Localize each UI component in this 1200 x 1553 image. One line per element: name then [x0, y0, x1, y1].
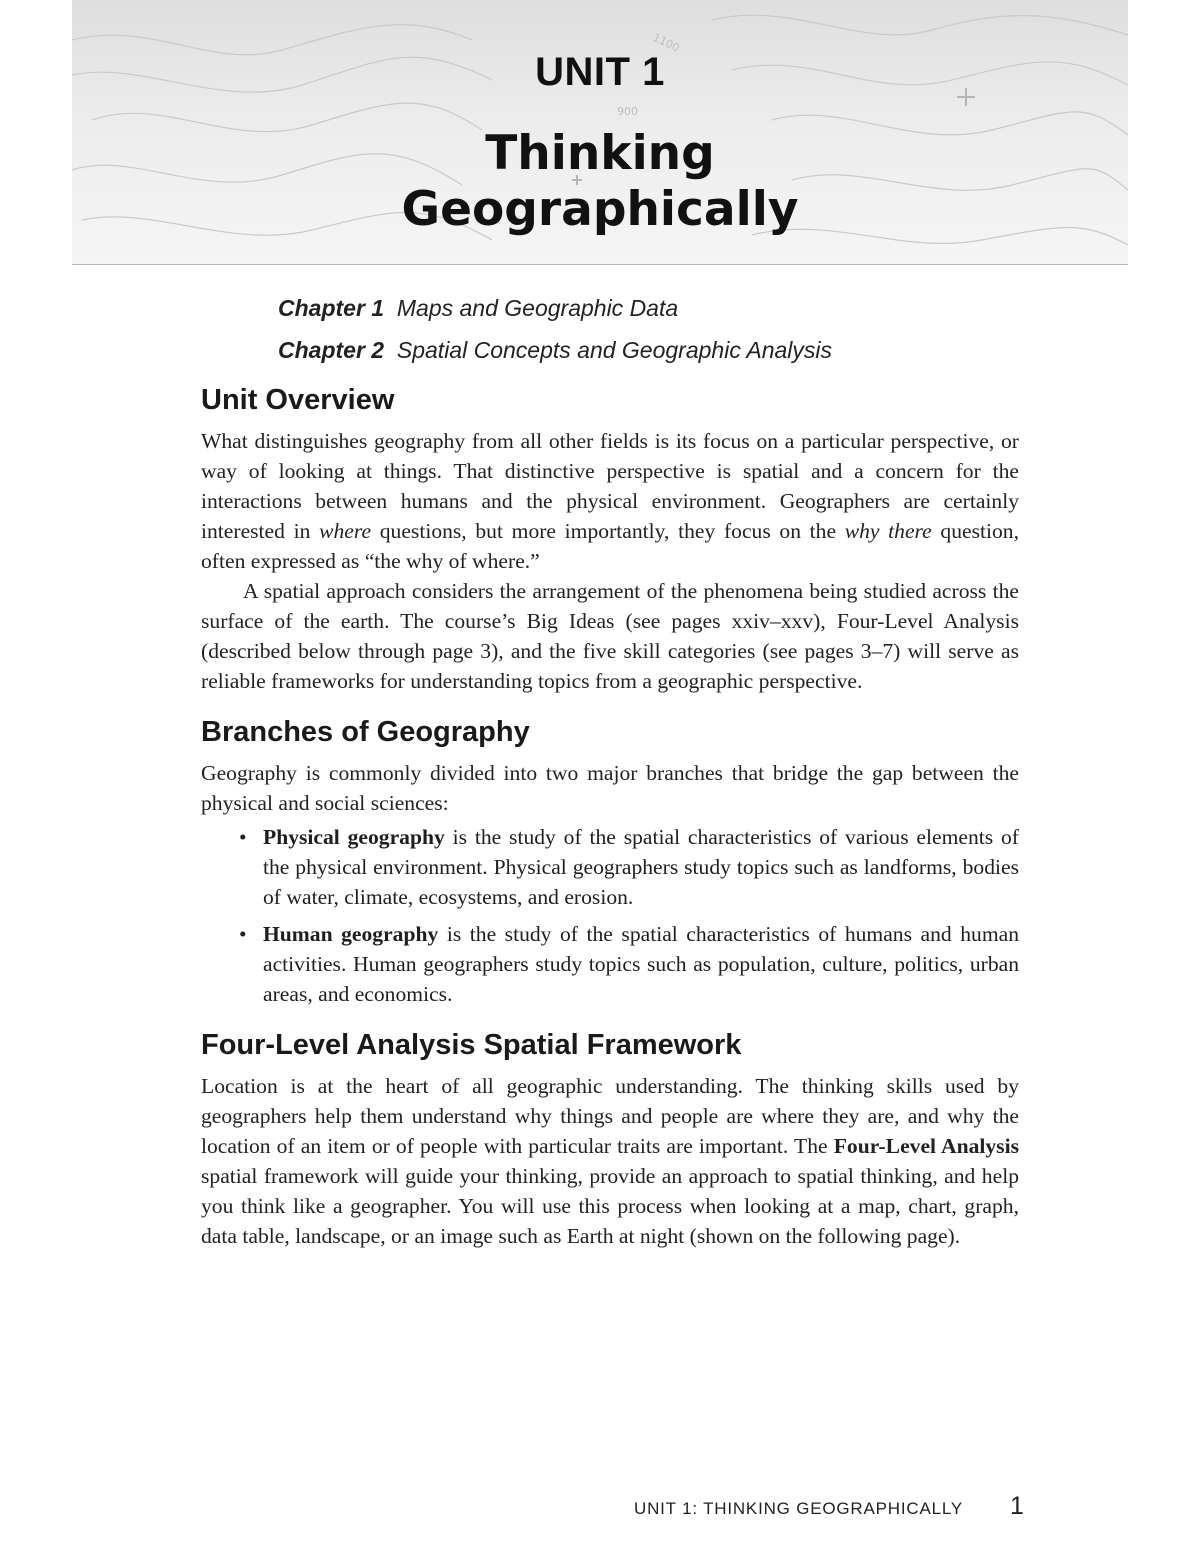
unit-title-line-2: Geographically: [401, 182, 799, 237]
chapter-list: [278, 287, 832, 371]
running-footer-title: UNIT 1: THINKING GEOGRAPHICALLY: [634, 1499, 963, 1518]
unit-title-line-1: Thinking: [485, 126, 715, 181]
main-content: [201, 380, 1019, 1267]
bullet-icon: •: [239, 922, 247, 946]
list-item: • Physical geography is the study of the spatial characteristics of various elements of the physical environment. Physical geographers study topics such as landforms, bodies of water, climate, ecosystems, and erosion.: [263, 822, 1019, 912]
page-number: 1: [1010, 1492, 1024, 1520]
bullet-list: [201, 822, 1019, 1009]
paragraph: Geography is commonly divided into two major branches that bridge the gap between the physical and social sciences:: [201, 761, 1019, 815]
section-four-level-analysis: [201, 1025, 1019, 1251]
section-heading: Four-Level Analysis Spatial Framework: [201, 1029, 742, 1061]
unit-label: UNIT 1: [535, 50, 665, 94]
chapter-item: [278, 329, 832, 371]
section-branches-of-geography: [201, 712, 1019, 1009]
section-heading: Unit Overview: [201, 384, 395, 416]
chapter-title: Maps and Geographic Data: [396, 295, 679, 321]
chapter-item: [278, 287, 832, 329]
unit-header-band: [72, 0, 1128, 265]
list-item: • Human geography is the study of the spatial characteristics of humans and human activities. Human geographers study topics such as population, culture, politics, urban areas, and economics.: [263, 919, 1019, 1009]
section-unit-overview: [201, 380, 1019, 696]
paragraph: What distinguishes geography from all other fields is its focus on a particular perspective, or way of looking at things. That distinctive perspective is spatial and a concern for the interactions between humans and the physical environment. Geographers are certainly interested in where questions, but more importantly, they focus on the why there question, often expressed as “the why of where.”: [201, 429, 1019, 573]
chapter-number: Chapter 2: [278, 337, 385, 363]
unit-title: [72, 126, 1128, 238]
paragraph: Location is at the heart of all geographic understanding. The thinking skills used by geographers help them understand why things and people are where they are, and why the location of an item or of people with particular traits are important. The Four-Level Analysis spatial framework will guide your thinking, provide an approach to spatial thinking, and help you think like a geographer. You will use this process when looking at a map, chart, graph, data table, landscape, or an image such as Earth at night (shown on the following page).: [201, 1074, 1019, 1248]
svg-text:1100: 1100: [650, 30, 682, 55]
section-heading: Branches of Geography: [201, 716, 530, 748]
svg-text:900: 900: [617, 105, 638, 118]
chapter-title: Spatial Concepts and Geographic Analysis: [396, 337, 832, 363]
paragraph: A spatial approach considers the arrangement of the phenomena being studied across the surface of the earth. The course’s Big Ideas (see pages xxiv–xxv), Four-Level Analysis (described below through page 3), and the five skill categories (see pages 3–7) will serve as reliable frameworks for understanding topics from a geographic perspective.: [201, 579, 1019, 693]
bullet-icon: •: [239, 825, 247, 849]
chapter-number: Chapter 1: [278, 295, 385, 321]
